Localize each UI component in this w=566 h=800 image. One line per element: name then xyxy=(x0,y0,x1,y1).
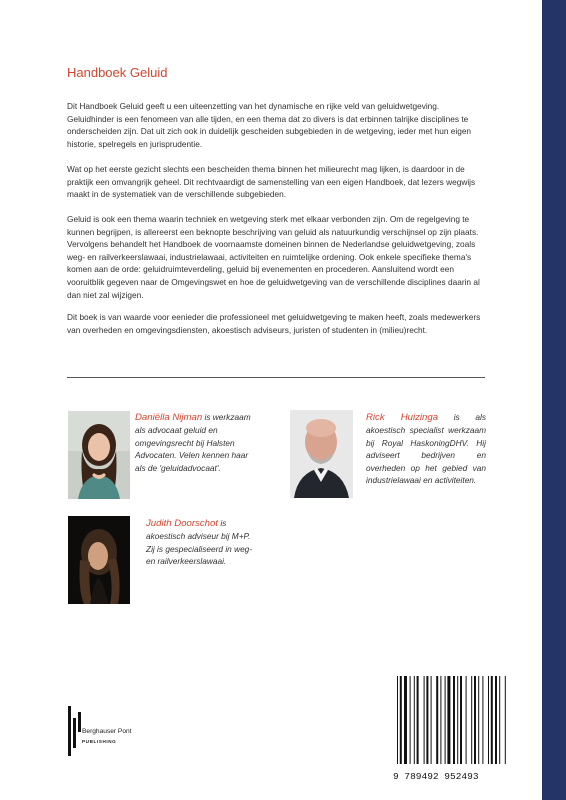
isbn-digits: 9 789492 952493 xyxy=(393,771,479,782)
isbn-barcode xyxy=(393,676,535,782)
author-name-nijman: Daniëlla Nijman xyxy=(135,412,203,423)
book-title: Handboek Geluid xyxy=(67,65,168,80)
divider-line xyxy=(67,377,485,378)
author-photo-nijman xyxy=(68,411,130,499)
author-photo-doorschot xyxy=(68,516,130,604)
scope-paragraph: Wat op het eerste gezicht slechts een bescheiden thema binnen het milieurecht mag lijken, is daardoor in de praktijk een omvangrijk geheel. Dit rechtvaardigt de samenstelling van een eigen Handboek, dat lezers wegwijs maakt in de systematiek van de verschillende subgebieden. xyxy=(67,164,476,200)
publisher-name: Berghauser Pont xyxy=(82,728,132,735)
cover-spine-band xyxy=(542,0,566,800)
author-text-doorschot: is akoestisch adviseur bij M+P. Zij is gespecialiseerd in weg- en railverkeerslawaai. xyxy=(146,518,253,567)
barcode-bars-icon xyxy=(393,676,535,768)
intro-paragraph: Dit Handboek Geluid geeft u een uiteenzetting van het dynamische en rijke veld van geluidwetgeving. Geluidhinder is een fenomeen van alle tijden, en een thema dat zo divers is dat erbinnen talrijke disciplines te onderscheiden zijn. Dat uit zich ook in duidelijk gescheiden subgebieden in de wetgeving, ieder met hun eigen historie, spelregels en jurisprudentie. xyxy=(67,101,472,149)
author-bio-doorschot xyxy=(146,517,258,568)
author-text-nijman: is werkzaam als advocaat geluid en omgevingsrecht bij Halsten Advocaten. Velen kennen haar als de 'geluidadvocaat'. xyxy=(135,412,251,473)
author-bio-nijman xyxy=(135,411,259,474)
publisher-logo-icon xyxy=(66,706,82,761)
author-text-huizinga: is als akoestisch specialist werkzaam bij Royal HaskoningDHV. Hij adviseert bedrijven en overheden op het gebied van industrielawaai en activiteiten. xyxy=(366,412,486,486)
author-name-doorschot: Judith Doorschot xyxy=(146,518,218,529)
author-bio-huizinga xyxy=(366,411,486,486)
author-name-huizinga: Rick Huizinga xyxy=(366,412,439,423)
audience-paragraph: Dit boek is van waarde voor eenieder die professioneel met geluidwetgeving te maken heeft, zoals medewerkers van overheden en omgevingsdiensten, akoestisch adviseurs, juristen of studenten in (milieu)recht. xyxy=(67,312,481,335)
author-photo-huizinga xyxy=(290,410,353,498)
content-paragraph: Geluid is ook een thema waarin techniek en wetgeving sterk met elkaar verbonden zijn. Om de regelgeving te kunnen begrijpen, is allereerst een beknopte beschrijving van geluid als natuurkundig verschijnsel op zijn plaats. Vervolgens behandelt het Handboek de voornaamste domeinen binnen de Nederlandse geluidwetgeving, zoals weg- en railverkeerslawaai, industrielawaai, activiteiten en ruimtelijke ordening. Ook enkele specifieke thema's komen aan de orde: geluidruimteverdeling, geluid bij evenementen en procederen. Aansluitend wordt een vooruitblik gegeven naar de Omgevingswet en hoe de geluidwetgeving van de verschillende disciplines daarin al dan niet zal wijzigen. xyxy=(67,214,480,300)
publisher-sub: PUBLISHING xyxy=(82,739,117,744)
